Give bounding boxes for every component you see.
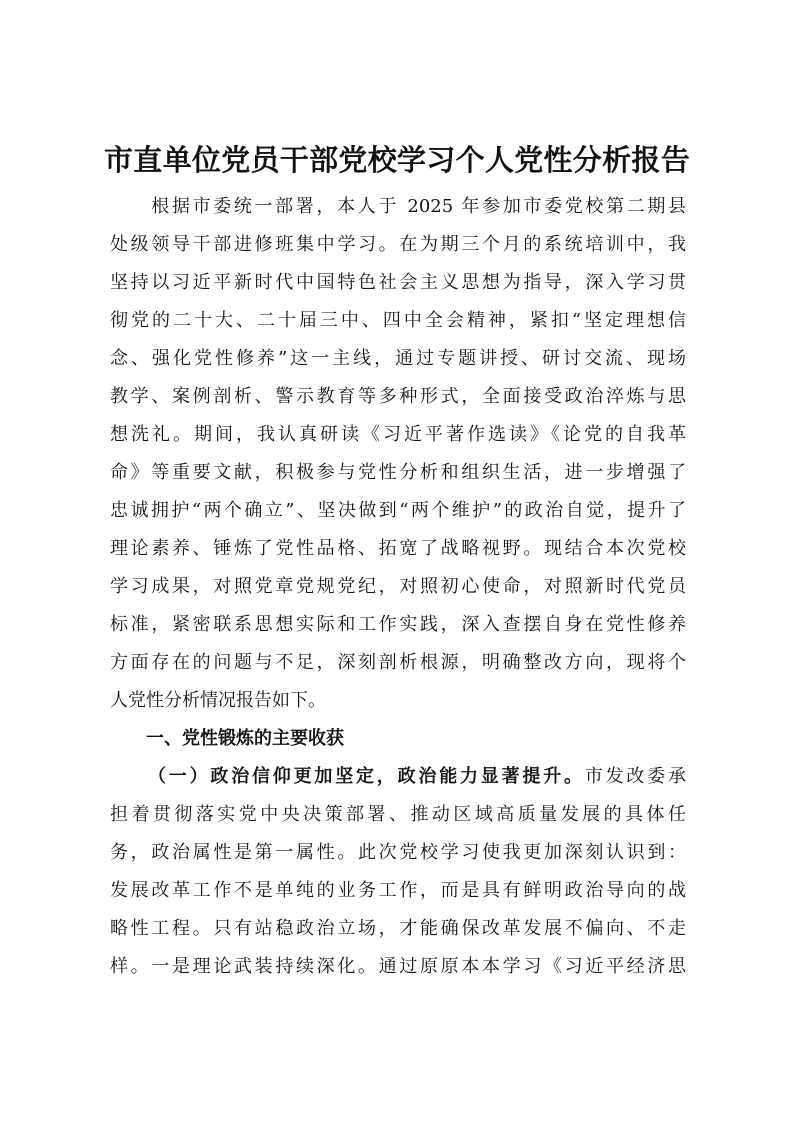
intro-line: 念、强化党性修养”这一主线，通过专题讲授、研讨交流、现场 [110,348,686,369]
body-line: 样。一是理论武装持续深化。通过原原本本学习《习近平经济思 [110,956,686,977]
intro-line: 彻党的二十大、二十届三中、四中全会精神，紧扣“坚定理想信 [110,310,686,331]
subsection-first-line [110,758,686,796]
intro-line: 忠诚拥护“两个确立”、坚决做到“两个维护”的政治自觉，提升了 [110,500,686,521]
document-title: 市直单位党员干部党校学习个人党性分析报告 [104,143,691,177]
intro-line: 处级领导干部进修班集中学习。在为期三个月的系统培训中，我 [110,234,686,255]
intro-line: 命》等重要文献，积极参与党性分析和组织生活，进一步增强了 [110,462,686,483]
intro-line: 根据市委统一部署，本人于 2025 年参加市委党校第二期县 [110,196,686,217]
intro-line: 坚持以习近平新时代中国特色社会主义思想为指导，深入学习贯 [110,272,686,293]
intro-line: 理论素养、锤炼了党性品格、拓宽了战略视野。现结合本次党校 [110,538,686,559]
intro-line: 方面存在的问题与不足，深刻剖析根源，明确整改方向，现将个 [110,652,686,673]
body-line: 发展改革工作不是单纯的业务工作，而是具有鲜明政治导向的战 [110,880,686,901]
intro-line: 人党性分析情况报告如下。 [110,690,326,711]
section-heading: 一、党性锻炼的主要收获 [146,728,344,749]
body-line: 务，政治属性是第一属性。此次党校学习使我更加深刻认识到： [110,842,686,863]
intro-line: 标准，紧密联系思想实际和工作实践，深入查摆自身在党性修养 [110,614,686,635]
intro-line: 教学、案例剖析、警示教育等多种形式，全面接受政治淬炼与思 [110,386,686,407]
body-line: 担着贯彻落实党中央决策部署、推动区域高质量发展的具体任 [110,804,686,825]
body-line: 略性工程。只有站稳政治立场，才能确保改革发展不偏向、不走 [110,918,686,939]
intro-line: 想洗礼。期间，我认真研读《习近平著作选读》《论党的自我革 [110,424,686,445]
intro-line: 学习成果，对照党章党规党纪，对照初心使命，对照新时代党员 [110,576,686,597]
subsection-title: （一）政治信仰更加坚定，政治能力显著提升。 [148,766,585,787]
subsection-text: 市发改委承 [584,766,686,787]
